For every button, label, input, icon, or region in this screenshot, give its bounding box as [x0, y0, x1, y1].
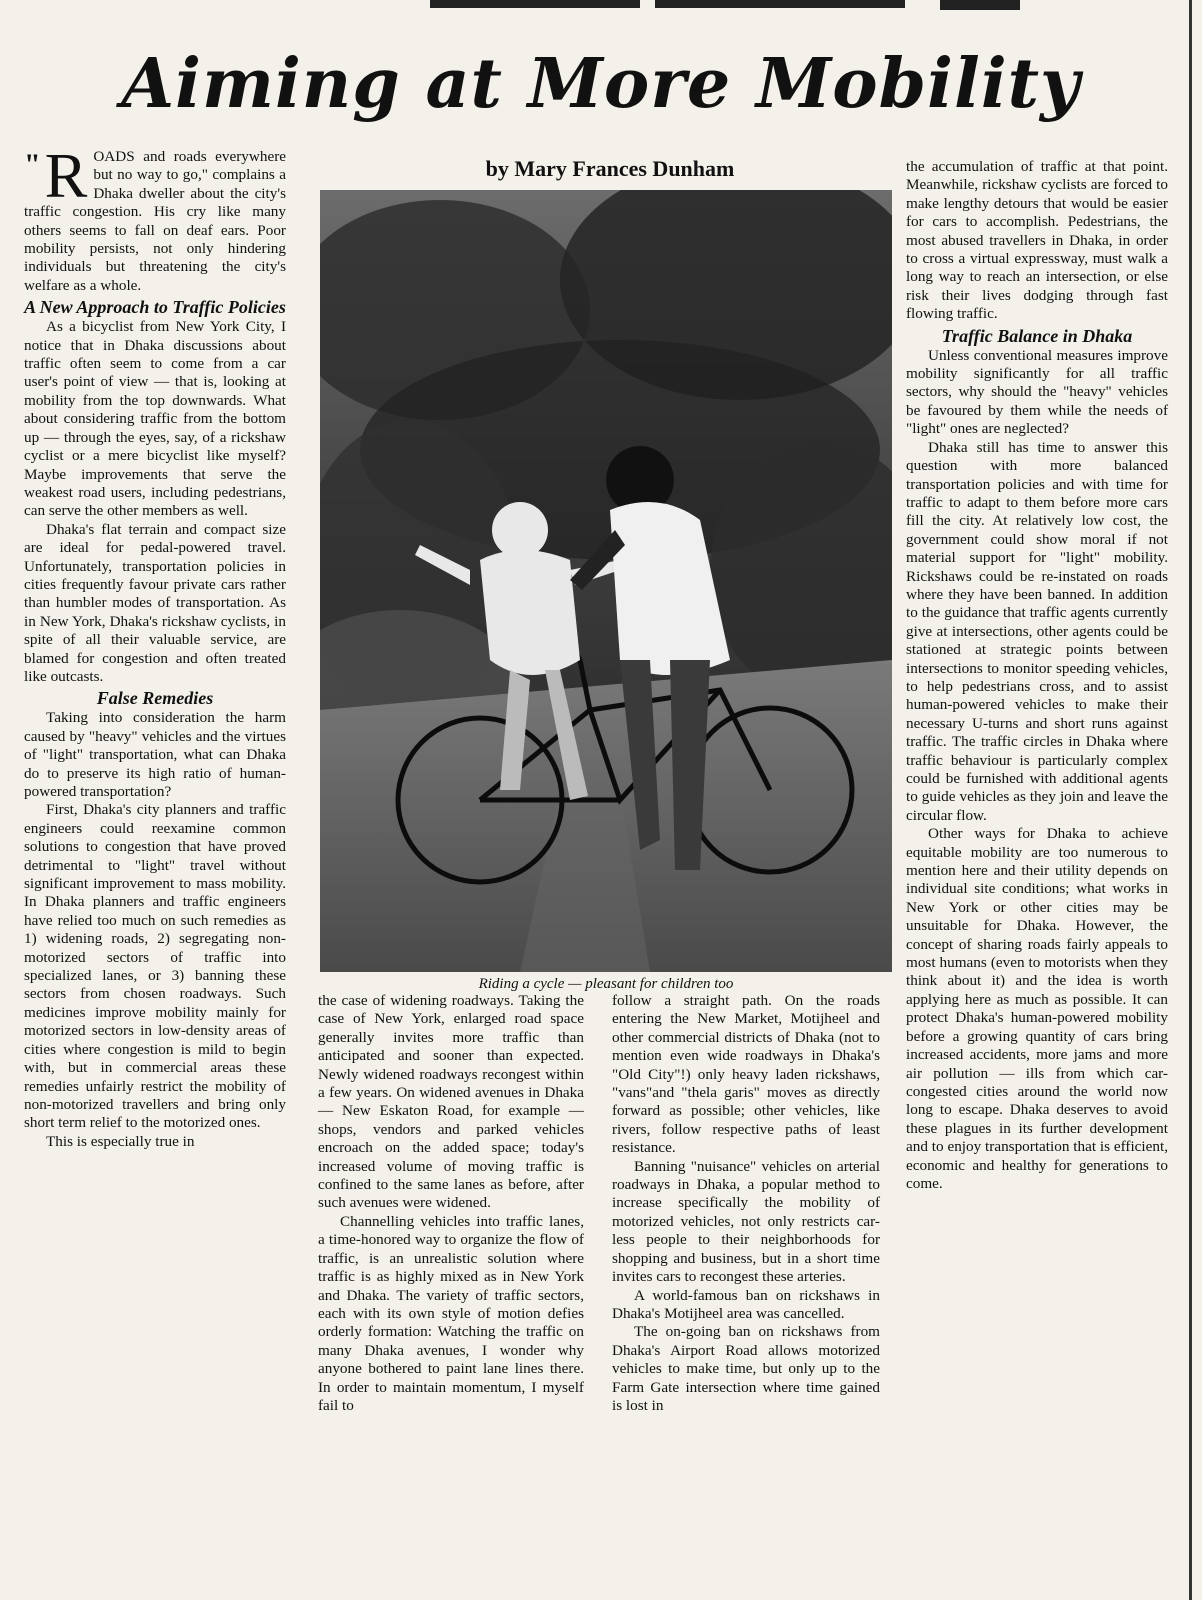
paragraph-world-famous-ban: A world-famous ban on rickshaws in Dhaka's Motijheel area was cancelled.: [612, 1286, 880, 1322]
article-column-3: [612, 992, 880, 1415]
paragraph-widening-roadways: the case of widening roadways. Taking the case of New York, enlarged road space generally invites more traffic than anticipated and sooner than expected. Newly widened roadways recongest within a few years. On widened avenues in Dhaka — New Eskaton Road, for example — shops, vendors and parked vehicles encroach on the added space; today's increased volume of moving traffic is confined to the same lanes as before, after such avenues were widened.: [318, 992, 584, 1212]
byline: by Mary Frances Dunham: [485, 156, 735, 181]
column-border-right: [1189, 0, 1192, 1600]
paragraph-especially-true: This is especially true in: [46, 1132, 195, 1150]
paragraph-bicyclist: As a bicyclist from New York City, I notice that in Dhaka discussions about traffic often seem to come from a car user's point of view — that is, looking at mobility from the top downwards. What about considering traffic from the bottom up — through the eyes, say, of a rickshaw cyclist or a mere bicyclist like myself? Maybe improvements that serve the weakest road users, including pedestrians, can serve the other members as well.: [24, 318, 286, 520]
photo-children-bicycle: [320, 190, 892, 972]
article-column-2: [318, 992, 584, 1415]
article-column-1: [24, 140, 286, 1151]
paragraph-harm: Taking into consideration the harm caused by "heavy" vehicles and the virtues of "light" transportation, what can Dhaka do to preserve its high ratio of human-powered transportation?: [24, 709, 286, 800]
intro-text: OADS and roads everywhere but no way to go," complains a Dhaka dweller about the city's traffic congestion. His cry like many others seems to fall on deaf ears. Poor mobility persists, not only hindering individuals but threatening the city's welfare as a whole.: [24, 148, 286, 294]
opening-quote-mark: ": [24, 148, 41, 181]
masthead-bar-right: [940, 0, 1020, 10]
intro-paragraph: [24, 140, 286, 295]
paragraph-dhaka-still: Dhaka still has time to answer this question with more balanced transportation policies and with time for traffic to adapt to them before more cars fill the city. At relatively low cost, the government could show moral if not material support for "light" mobility. Rickshaws could be re-instated on roads where they have been banned. In addition to the guidance that traffic agents currently give at intersections, other agents could be stationed at strategic points between intersections to monitor speeding vehicles, to help pedestrians cross, and to assist human-powered vehicles to make their necessary U-turns and short runs against traffic. The traffic circles in Dhaka where traffic behaviour is particularly complex could be furnished with additional agents to guide vehicles as they join and leave the circular flow.: [906, 438, 1168, 824]
drop-cap: R: [44, 140, 88, 211]
masthead-bar-left: [430, 0, 640, 8]
masthead-bar-middle: [655, 0, 905, 8]
top-masthead-fragment: [0, 0, 1202, 14]
section-heading-traffic-balance: Traffic Balance in Dhaka: [941, 325, 1133, 346]
section-heading-false-remedies: False Remedies: [96, 688, 214, 709]
photo-illustration: [320, 190, 892, 972]
paragraph-first: First, Dhaka's city planners and traffic engineers could reexamine common solutions to congestion that have proved detrimental to "light" travel without significant improvement to mass mobility. In Dhaka planners and traffic engineers have relied too much on such remedies as 1) widening roads, 2) segregating non-motorized sectors of traffic into specialized lanes, or 3) banning these sectors from chosen roadways. Such medicines improve mobility mainly for motorized sectors in low-density areas of cities where congestion is mild to begin with, but in commercial areas these remedies unfairly restrict the mobility of non-motorized travellers and bring only short term relief to the motorized ones.: [24, 801, 286, 1132]
paragraph-straight-path: follow a straight path. On the roads entering the New Market, Motijheel and other commercial districts of Dhaka (not to mention even wide roadways in Dhaka's "Old City"!) only heavy laden rickshaws, "vans"and "thela garis" moves as directly forward as possible; other vehicles, like rivers, follow respective paths of least resistance.: [612, 992, 880, 1157]
paragraph-channelling: Channelling vehicles into traffic lanes, a time-honored way to organize the flow of traffic, is an unrealistic solution where traffic is as highly mixed as in New York and Dhaka. The variety of traffic sectors, each with its own style of motion defies orderly formation: Watching the traffic on many Dhaka avenues, I wonder why anyone bothered to paint lane lines there. In order to maintain momentum, I myself fail to: [318, 1212, 584, 1414]
paragraph-banning: Banning "nuisance" vehicles on arterial roadways in Dhaka, a popular method to increase specifically the mobility of motorized vehicles, not only restricts car-less people to their neighborhoods for shopping and business, but in a short time invites cars to recongest these arteries.: [612, 1157, 880, 1286]
article-column-4: [906, 158, 1168, 1193]
headline: Aiming at More Mobility: [121, 44, 1081, 124]
paragraph-other-ways: Other ways for Dhaka to achieve equitable mobility are too numerous to mention here and their utility depends on individual site conditions; what works in New York or other cities may be unsuitable for Dhaka. However, the concept of sharing roads fairly appeals to most humans (even to motorists when they think about it) and the idea is worth applying here as much as possible. It can protect Dhaka's human-powered mobility before a growing quantity of cars bring increased accidents, more jams and more air pollution — ills from which car-congested cities around the world now long to escape. Dhaka deserves to avoid these plagues in its further development and to enjoy transportation that is efficient, economic and healthy for generations to come.: [906, 825, 1168, 1192]
paragraph-airport-road: The on-going ban on rickshaws from Dhaka's Airport Road allows motorized vehicles to make time, but only up to the Farm Gate intersection where time gained is lost in: [612, 1323, 880, 1414]
section-heading-new-approach: A New Approach to Traffic Policies: [24, 297, 286, 318]
paragraph-flat-terrain: Dhaka's flat terrain and compact size are ideal for pedal-powered travel. Unfortunately, transportation policies in cities frequently favour private cars rather than humbler modes of transportation. As in New York, Dhaka's rickshaw cyclists, in spite of all their valuable service, are blamed for congestion and often treated like outcasts.: [24, 520, 286, 685]
photo-caption: Riding a cycle — pleasant for children too: [478, 976, 734, 992]
paragraph-unless: Unless conventional measures improve mobility significantly for all traffic sectors, why should the "heavy" vehicles be favoured by them while the needs of "light" ones are neglected?: [906, 346, 1168, 438]
paragraph-accumulation: the accumulation of traffic at that point. Meanwhile, rickshaw cyclists are forced to make lengthy detours that would be easier for cars to accomplish. Pedestrians, the most abused travellers in Dhaka, in order to cross a virtual expressway, must walk a long way to reach an intersection, or else risk their lives dodging through fast flowing traffic.: [906, 158, 1168, 323]
